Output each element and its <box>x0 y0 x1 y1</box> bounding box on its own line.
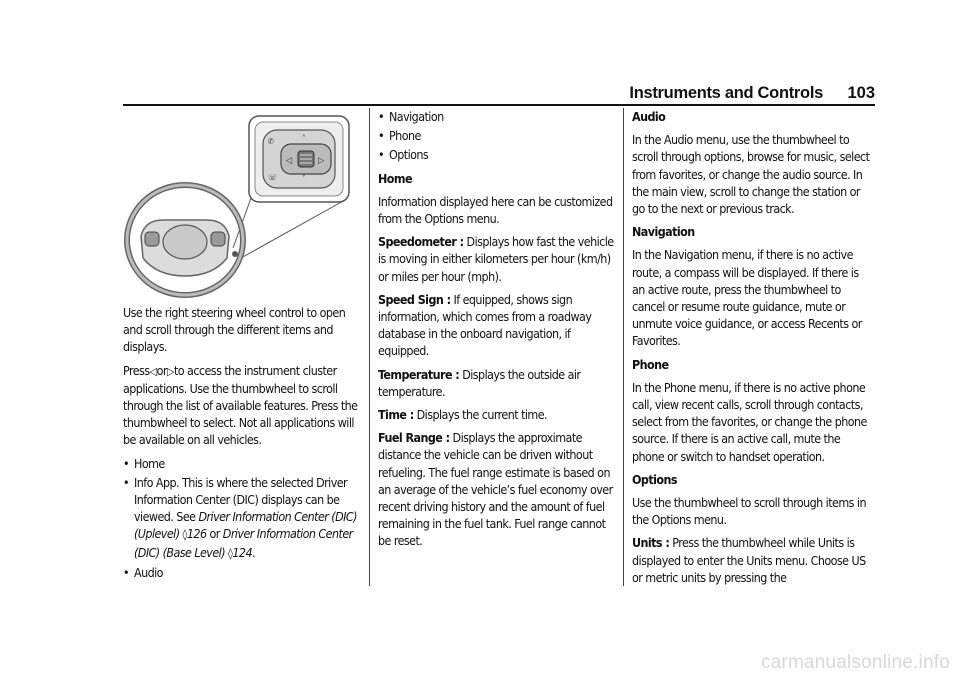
list-item: • Phone <box>378 128 421 144</box>
watermark: carmanualsonline.info <box>760 652 950 673</box>
intro-paragraph: Use the right steering wheel control to open and scroll through the different items and displays. <box>123 305 346 355</box>
svg-text:✆: ✆ <box>268 137 274 146</box>
left-arrow-icon: ◁ <box>149 364 157 378</box>
column-divider <box>623 108 624 586</box>
dic-uplevel-link[interactable]: Driver Information Center (DIC) (Uplevel) <box>134 509 357 542</box>
page-ref-icon: ◊ <box>182 528 187 542</box>
press-paragraph: Press◁or▷to access the instrument cluster applications. Use the thumbwheel to scroll through the list of available features. Press the thumbwheel to select. Not all applications will be available on all vehicles. <box>123 362 358 448</box>
phone-paragraph: In the Phone menu, if there is no active phone call, view recent calls, scroll through contacts, select from the favorites, or change the phone source. If there is an active call, mute the phone or switch to handset operation. <box>632 379 867 464</box>
svg-text:˄: ˄ <box>302 134 306 143</box>
page-number: 103 <box>847 84 875 102</box>
home-heading: Home <box>378 170 412 186</box>
column-divider <box>369 108 370 586</box>
definition-item: Units : Press the thumbwheel while Units is displayed to enter the Units menu. Choose US or metric units by pressing the <box>632 535 866 585</box>
definition-item: Temperature : Displays the outside air temperature. <box>378 366 581 399</box>
home-paragraph: Information displayed here can be customized from the Options menu. <box>378 193 613 227</box>
svg-text:◁: ◁ <box>286 156 292 166</box>
steering-wheel-illustration <box>123 108 353 298</box>
column-1 <box>123 108 359 587</box>
definition-item: Fuel Range : Displays the approximate distance the vehicle can be driven without refueling. The fuel range estimate is based on an average of the vehicle’s fuel economy over recent driving history and the amount of fuel remaining in the fuel tank. Fuel range cannot be reset. <box>378 430 613 549</box>
applications-list-continued <box>378 108 614 164</box>
applications-list <box>123 455 359 581</box>
definition-item: Speed Sign : If equipped, shows sign information, which comes from a roadway database in the onboard navigation, if equipped. <box>378 291 592 359</box>
list-item: • Info App. This is where the selected Driver Information Center (DIC) displays can be viewed. See Driver Information Center (DIC) (Uplevel) ◊126 or Driver Information Center (DIC) (Base Level) ◊124. <box>123 474 357 560</box>
section-title: Instruments and Controls <box>629 84 823 102</box>
options-heading: Options <box>632 471 677 487</box>
page-header <box>123 84 875 106</box>
audio-heading: Audio <box>632 109 666 124</box>
dic-base-link[interactable]: Driver Information Center (DIC) (Base Level) <box>134 526 353 560</box>
definition-item: Speedometer : Displays how fast the vehicle is moving in either kilometers per hour (km/h) or miles per hour (mph). <box>378 234 614 284</box>
navigation-heading: Navigation <box>632 224 695 240</box>
right-arrow-icon: ▷ <box>166 364 174 378</box>
column-3 <box>632 108 872 592</box>
list-item: • Options <box>378 147 429 163</box>
svg-text:▷: ▷ <box>318 156 324 166</box>
list-item: • Home <box>123 455 165 471</box>
options-paragraph: Use the thumbwheel to scroll through items in the Options menu. <box>632 495 866 528</box>
page-ref-icon: ◊ <box>228 546 233 560</box>
svg-text:☏: ☏ <box>268 173 277 182</box>
svg-text:˅: ˅ <box>302 174 306 183</box>
navigation-paragraph: In the Navigation menu, if there is no active route, a compass will be displayed. If there is an active route, press the thumbwheel to cancel or resume route guidance, mute or unmute voice guidance, or access Recents or Favorites. <box>632 247 862 349</box>
column-2 <box>378 108 614 556</box>
phone-heading: Phone <box>632 356 669 372</box>
steering-wheel-figure <box>123 108 353 298</box>
list-item: • Audio <box>123 564 163 580</box>
list-item: • Navigation <box>378 109 444 124</box>
definition-item: Time : Displays the current time. <box>378 407 548 423</box>
audio-paragraph: In the Audio menu, use the thumbwheel to scroll through options, browse for music, select from favorites, or change the audio source. In the main view, scroll to change the station or go to the next or previous track. <box>632 132 870 217</box>
